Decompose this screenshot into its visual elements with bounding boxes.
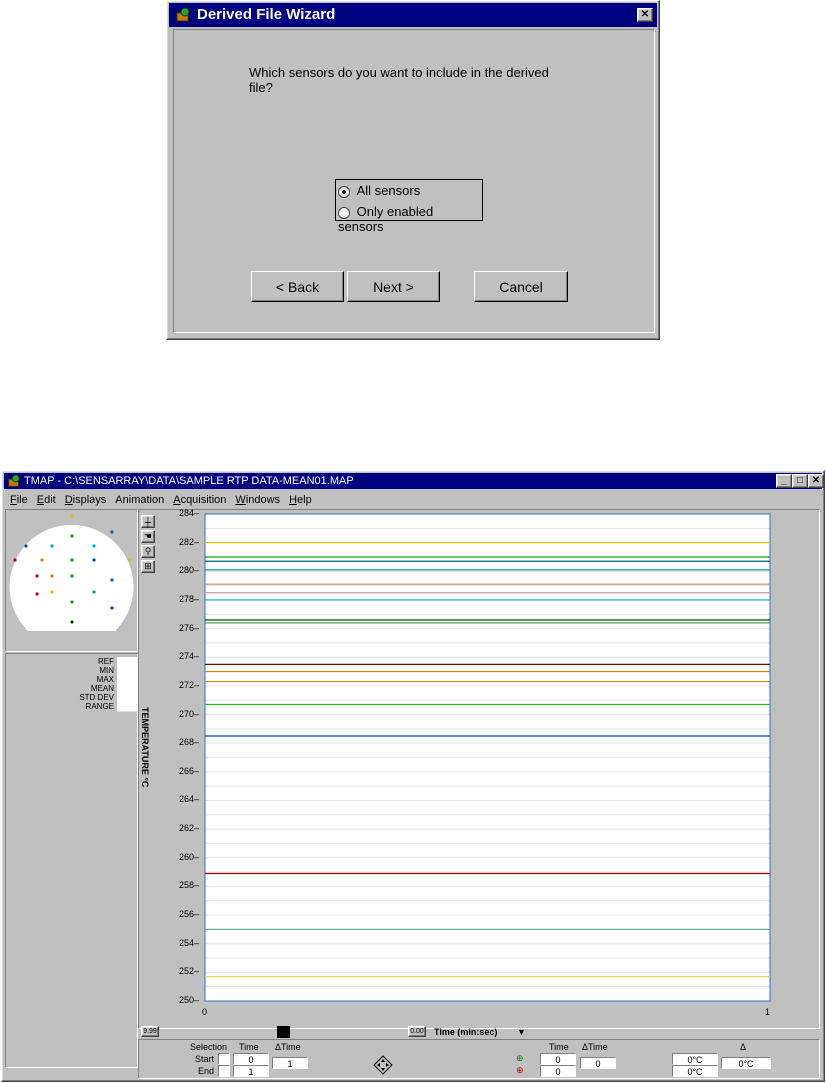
delta-header: Δ bbox=[740, 1042, 747, 1052]
minimize-icon[interactable]: _ bbox=[776, 474, 792, 488]
radio-enabled-sensors[interactable] bbox=[338, 204, 482, 234]
zoom-icon[interactable]: ⚲ bbox=[141, 545, 155, 558]
y-tick-250: 250– bbox=[178, 995, 199, 1005]
back-button[interactable]: < Back bbox=[251, 271, 344, 302]
stat-min: MIN bbox=[46, 666, 141, 675]
wafer-map[interactable] bbox=[6, 510, 137, 651]
sensor-dot[interactable] bbox=[110, 578, 113, 581]
scale-button[interactable]: 9.99 bbox=[141, 1026, 159, 1037]
move-arrows-icon[interactable] bbox=[373, 1055, 393, 1075]
cursor-time-label: Time bbox=[549, 1042, 569, 1052]
sensor-dot[interactable] bbox=[128, 558, 131, 561]
next-button[interactable]: Next > bbox=[347, 271, 440, 302]
stat-max: MAX bbox=[46, 675, 141, 684]
sensor-dot[interactable] bbox=[70, 558, 73, 561]
menu-edit[interactable]: Edit bbox=[36, 494, 56, 506]
tmap-window bbox=[1, 470, 825, 1082]
wizard-title: Derived File Wizard bbox=[197, 6, 336, 23]
y-tick-258: 258– bbox=[178, 880, 199, 891]
sensor-dot[interactable] bbox=[92, 558, 95, 561]
sensor-dot[interactable] bbox=[70, 514, 73, 517]
x-tick-1: 1 bbox=[765, 1007, 771, 1017]
sensor-dot[interactable] bbox=[50, 544, 53, 547]
y-tick-266: 266– bbox=[178, 765, 199, 776]
menu-windows[interactable]: Windows bbox=[235, 494, 281, 506]
start-label: Start bbox=[195, 1054, 215, 1064]
y-tick-260: 260– bbox=[178, 851, 199, 862]
delta-time-label: ΔTime bbox=[275, 1042, 301, 1052]
x-axis-label: Time (min:sec) bbox=[434, 1027, 498, 1037]
wizard-question: Which sensors do you want to include in the derived file? bbox=[249, 65, 549, 95]
start-marker[interactable] bbox=[218, 1053, 230, 1065]
tmap-title: TMAP - C:\SENSARRAY\DATA\SAMPLE RTP DATA-MEAN01.MAP bbox=[24, 475, 354, 487]
wizard-dialog bbox=[166, 0, 660, 340]
temp-delta-field[interactable]: 0°C bbox=[721, 1057, 771, 1069]
radio-off-icon[interactable] bbox=[338, 207, 350, 219]
temp1-field[interactable]: 0°C bbox=[672, 1053, 718, 1065]
end-label: End bbox=[198, 1066, 215, 1076]
y-tick-280: 280– bbox=[178, 565, 199, 576]
sensor-dot[interactable] bbox=[92, 590, 95, 593]
y-tick-278: 278– bbox=[178, 593, 199, 604]
y-tick-268: 268– bbox=[178, 737, 199, 748]
app-icon bbox=[175, 7, 191, 23]
line-chart[interactable] bbox=[200, 509, 775, 1009]
stat-std-dev: STD DEV bbox=[46, 693, 141, 702]
end-time-field[interactable]: 1 bbox=[233, 1065, 269, 1077]
menu-bar bbox=[10, 492, 810, 508]
color-swatch[interactable] bbox=[277, 1026, 290, 1038]
close-icon[interactable]: ✕ bbox=[808, 474, 824, 488]
y-tick-276: 276– bbox=[178, 622, 199, 633]
crosshair-icon[interactable]: ┼ bbox=[141, 515, 155, 528]
maximize-icon[interactable]: □ bbox=[792, 474, 808, 488]
cancel-button[interactable]: Cancel bbox=[474, 271, 568, 302]
y-tick-254: 254– bbox=[178, 937, 199, 948]
sensor-dot[interactable] bbox=[50, 574, 53, 577]
radio-enabled-sensors-label: Only enabled sensors bbox=[338, 204, 434, 234]
sensor-option-group bbox=[335, 179, 483, 234]
y-tick-274: 274– bbox=[178, 651, 199, 662]
x-tick-0: 0 bbox=[202, 1007, 208, 1017]
menu-acquisition[interactable]: Acquisition bbox=[173, 494, 227, 506]
y-tick-252: 252– bbox=[178, 966, 199, 977]
sensor-dot[interactable] bbox=[92, 544, 95, 547]
temp2-field[interactable]: 0°C bbox=[672, 1065, 718, 1077]
sensor-dot[interactable] bbox=[40, 558, 43, 561]
y-tick-284: 284– bbox=[178, 508, 199, 518]
selection-label: Selection bbox=[190, 1042, 228, 1052]
cursor1-time-field[interactable]: 0 bbox=[540, 1053, 576, 1065]
selection-delta-field[interactable]: 1 bbox=[272, 1057, 308, 1069]
stat-mean: MEAN bbox=[46, 684, 141, 693]
sensor-dot[interactable] bbox=[110, 606, 113, 609]
y-tick-270: 270– bbox=[178, 708, 199, 719]
radio-on-icon[interactable] bbox=[338, 186, 350, 198]
start-time-field[interactable]: 0 bbox=[233, 1053, 269, 1065]
close-icon[interactable]: ✕ bbox=[637, 8, 653, 22]
sensor-dot[interactable] bbox=[35, 592, 38, 595]
sensor-dot[interactable] bbox=[70, 620, 73, 623]
time-label: Time bbox=[239, 1042, 259, 1052]
y-tick-256: 256– bbox=[178, 909, 199, 920]
sensor-dot[interactable] bbox=[70, 574, 73, 577]
sensor-dot[interactable] bbox=[50, 590, 53, 593]
y-tick-262: 262– bbox=[178, 823, 199, 834]
sensor-dot[interactable] bbox=[70, 600, 73, 603]
end-marker[interactable] bbox=[218, 1065, 230, 1077]
radio-all-sensors-label: All sensors bbox=[356, 183, 421, 198]
sensor-dot[interactable] bbox=[70, 534, 73, 537]
menu-file[interactable]: File bbox=[10, 494, 28, 506]
tmap-titlebar bbox=[4, 473, 822, 489]
y-tick-264: 264– bbox=[178, 794, 199, 805]
menu-help[interactable]: Help bbox=[289, 494, 312, 506]
stats-panel bbox=[5, 653, 138, 1068]
cursor-delta-field[interactable]: 0 bbox=[580, 1057, 616, 1069]
stat-ref: REF bbox=[46, 657, 141, 666]
chevron-down-icon[interactable]: ▼ bbox=[517, 1027, 526, 1037]
cursor2-icon[interactable]: ⊕ bbox=[516, 1065, 524, 1075]
wafer-map-panel bbox=[5, 509, 138, 652]
hand-icon[interactable]: ☚ bbox=[141, 530, 155, 543]
sensor-dot[interactable] bbox=[13, 558, 16, 561]
grid-icon[interactable]: ⊞ bbox=[141, 560, 155, 573]
sensor-dot[interactable] bbox=[35, 574, 38, 577]
cursor-delta-label: ΔTime bbox=[582, 1042, 608, 1052]
y-tick-272: 272– bbox=[178, 679, 199, 690]
menu-animation[interactable]: Animation bbox=[115, 494, 165, 506]
sensor-dot[interactable] bbox=[110, 530, 113, 533]
stat-range: RANGE bbox=[46, 702, 141, 711]
menu-displays[interactable]: Displays bbox=[64, 494, 107, 506]
cursor1-icon[interactable]: ⊕ bbox=[516, 1053, 524, 1063]
app-icon bbox=[7, 474, 21, 488]
sensor-dot[interactable] bbox=[24, 544, 27, 547]
y-axis-label: TEMPERATURE °C bbox=[140, 707, 150, 788]
wizard-titlebar bbox=[169, 3, 657, 27]
cursor2-time-field[interactable]: 0 bbox=[540, 1065, 576, 1077]
y-tick-282: 282– bbox=[178, 536, 199, 547]
radio-all-sensors[interactable] bbox=[338, 183, 420, 198]
time-format-button[interactable]: 0.00 bbox=[408, 1026, 426, 1037]
